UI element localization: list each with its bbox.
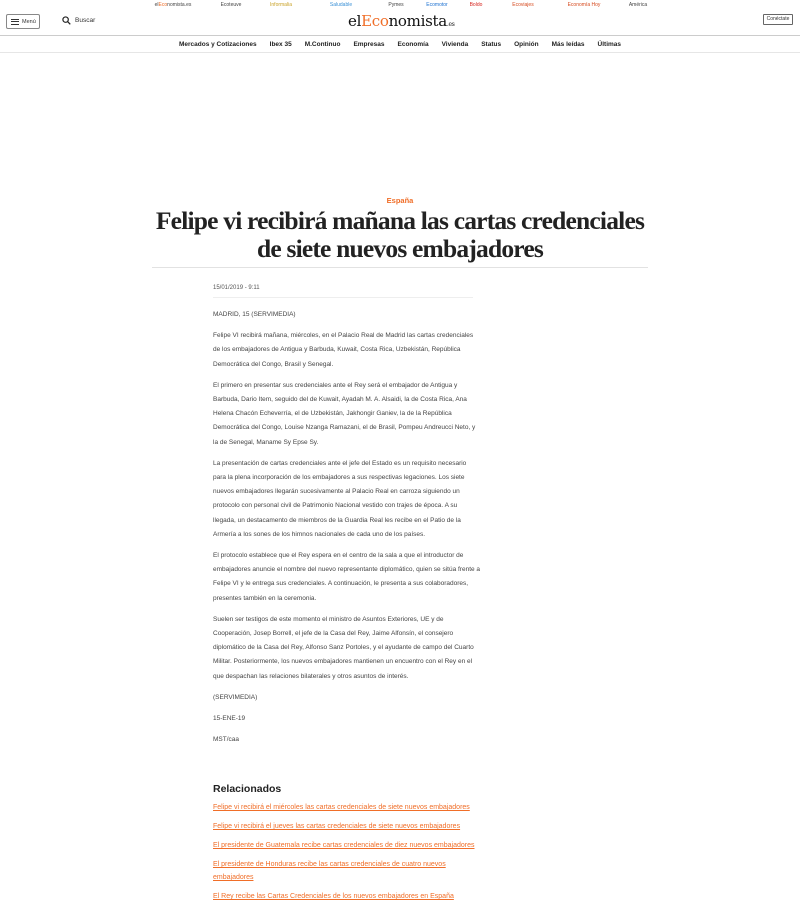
article-paragraph: Suelen ser testigos de este momento el ministro de Asuntos Exteriores, UE y de Cooperación, Josep Borrell, el jefe de la Casa del Rey, Jaime Alfonsín, el consejero diplomático de la Casa del Rey, Alfonso Sanz Portoles, y el ayudante de campo del Cuarto Militar. Posteriormente, los nuevos embajadores mantienen un encuentro con el Rey en el que despachan las relaciones bilaterales y otros asuntos de interés. — [213, 615, 474, 680]
network-link-economia-hoy[interactable]: Economía Hoy — [567, 2, 601, 8]
network-link-pymes[interactable]: Pymes — [388, 2, 404, 8]
menu-label: Menú — [22, 18, 36, 25]
related-link[interactable]: El Rey recibe las Cartas Credenciales de los nuevos embajadores en España — [213, 893, 454, 900]
nav-item-status[interactable]: Status — [481, 40, 502, 48]
article-body — [213, 285, 481, 754]
site-header — [0, 11, 800, 35]
network-link-boldo[interactable]: Boldo — [469, 2, 483, 8]
article-paragraph: MADRID, 15 (SERVIMEDIA) — [213, 311, 296, 318]
network-link-eleconomista[interactable]: elEconomista.es — [154, 2, 192, 8]
nav-item-mas-leidas[interactable]: Más leídas — [551, 40, 585, 48]
article-paragraph: El protocolo establece que el Rey espera en el centro de la sala a que el introductor de embajadores anuncie el nombre del nuevo representante diplomático, quien se sitúa frente a Felipe VI y le entrega sus credenciales. A continuación, le presenta a sus colaboradores, presentes también en la ceremonia. — [213, 552, 481, 602]
article-headline: Felipe vi recibirá mañana las cartas credenciales de siete nuevos embajadores — [155, 206, 645, 263]
network-link-saludable[interactable]: Saludable — [329, 2, 353, 8]
related-link[interactable]: El presidente de Honduras recibe las cartas credenciales de cuatro nuevos embajadores — [213, 861, 446, 881]
nav-divider — [0, 52, 800, 53]
article-paragraph: Felipe VI recibirá mañana, miércoles, en el Palacio Real de Madrid las cartas credenciales de los embajadores de Antigua y Barbuda, Kuwait, Costa Rica, Uzbekistán, República Democrática del Congo, Brasil y Senegal. — [213, 332, 474, 368]
network-link-ecomotor[interactable]: Ecomotor — [426, 2, 448, 8]
nav-item-economia[interactable]: Economía — [397, 40, 429, 48]
nav-item-empresas[interactable]: Empresas — [353, 40, 385, 48]
network-bar — [0, 0, 800, 11]
related-link[interactable]: Felipe vi recibirá el jueves las cartas credenciales de siete nuevos embajadores — [213, 823, 461, 830]
related-link[interactable]: El presidente de Guatemala recibe cartas credenciales de diez nuevos embajadores — [213, 842, 475, 849]
date-divider — [213, 297, 473, 298]
menu-button[interactable] — [6, 14, 40, 29]
nav-item-ibex35[interactable]: Ibex 35 — [269, 40, 292, 48]
network-link-ecoteuve[interactable]: Ecoteuve — [220, 2, 242, 8]
article-paragraph: La presentación de cartas credenciales ante el jefe del Estado es un requisito necesario para la plena incorporación de los embajadores a sus respectivas legaciones. Los siete nuevos embajadores llegarán sucesivamente al Palacio Real en carroza siguiendo un protocolo con personal civil de Patrimonio Nacional vestido con trajes de época. A su llegada, un destacamento de miembros de la Guardia Real les recibe en el Patio de la Armería a los sones de los himnos nacionales de cada uno de los países. — [213, 459, 467, 538]
article-paragraph: El primero en presentar sus credenciales ante el Rey será el embajador de Antigua y Barbuda, Dario Item, seguido del de Kuwait, Ayadah M. A. Alsaidi, la de Costa Rica, Ana Helena Chacón Echeverría, el de Uzbekistán, Jakhongir Ganiev, la de la República Democrática del Congo, Louise Nzanga Ramazani, el de Brasil, Pompeu Andreucci Neto, y la de Senegal, Maname Sy Epse Sy. — [213, 381, 476, 446]
nav-item-mercados[interactable]: Mercados y Cotizaciones — [178, 40, 257, 48]
section-tag[interactable]: España — [386, 196, 414, 205]
search-icon — [62, 16, 71, 25]
related-link[interactable]: Felipe vi recibirá el miércoles las cartas credenciales de siete nuevos embajadores — [213, 804, 470, 811]
nav-item-ultimas[interactable]: Últimas — [597, 40, 622, 48]
headline-divider — [152, 267, 648, 268]
related-title: Relacionados — [213, 783, 282, 795]
article-paragraph: 15-ENE-19 — [213, 715, 246, 723]
hamburger-icon — [11, 19, 19, 25]
nav-item-opinion[interactable]: Opinión — [514, 40, 539, 48]
article-paragraph: MST/caa — [213, 736, 240, 744]
nav-item-mcontinuo[interactable]: M.Continuo — [304, 40, 341, 48]
main-nav — [0, 36, 800, 52]
connect-button[interactable]: Conéctate — [763, 14, 793, 25]
nav-item-vivienda[interactable]: Vivienda — [441, 40, 469, 48]
site-logo[interactable]: elEconomista.es — [348, 12, 455, 30]
article-paragraph: (SERVIMEDIA) — [213, 693, 258, 701]
related-articles — [213, 783, 483, 900]
network-link-ecoviajes[interactable]: Ecoviajes — [512, 2, 534, 8]
search-button[interactable] — [62, 16, 95, 25]
search-label: Buscar — [75, 17, 96, 24]
article-date: 15/01/2019 - 9:11 — [213, 285, 260, 291]
network-link-america[interactable]: América — [628, 2, 648, 8]
network-link-informalia[interactable]: Informalia — [270, 2, 292, 8]
